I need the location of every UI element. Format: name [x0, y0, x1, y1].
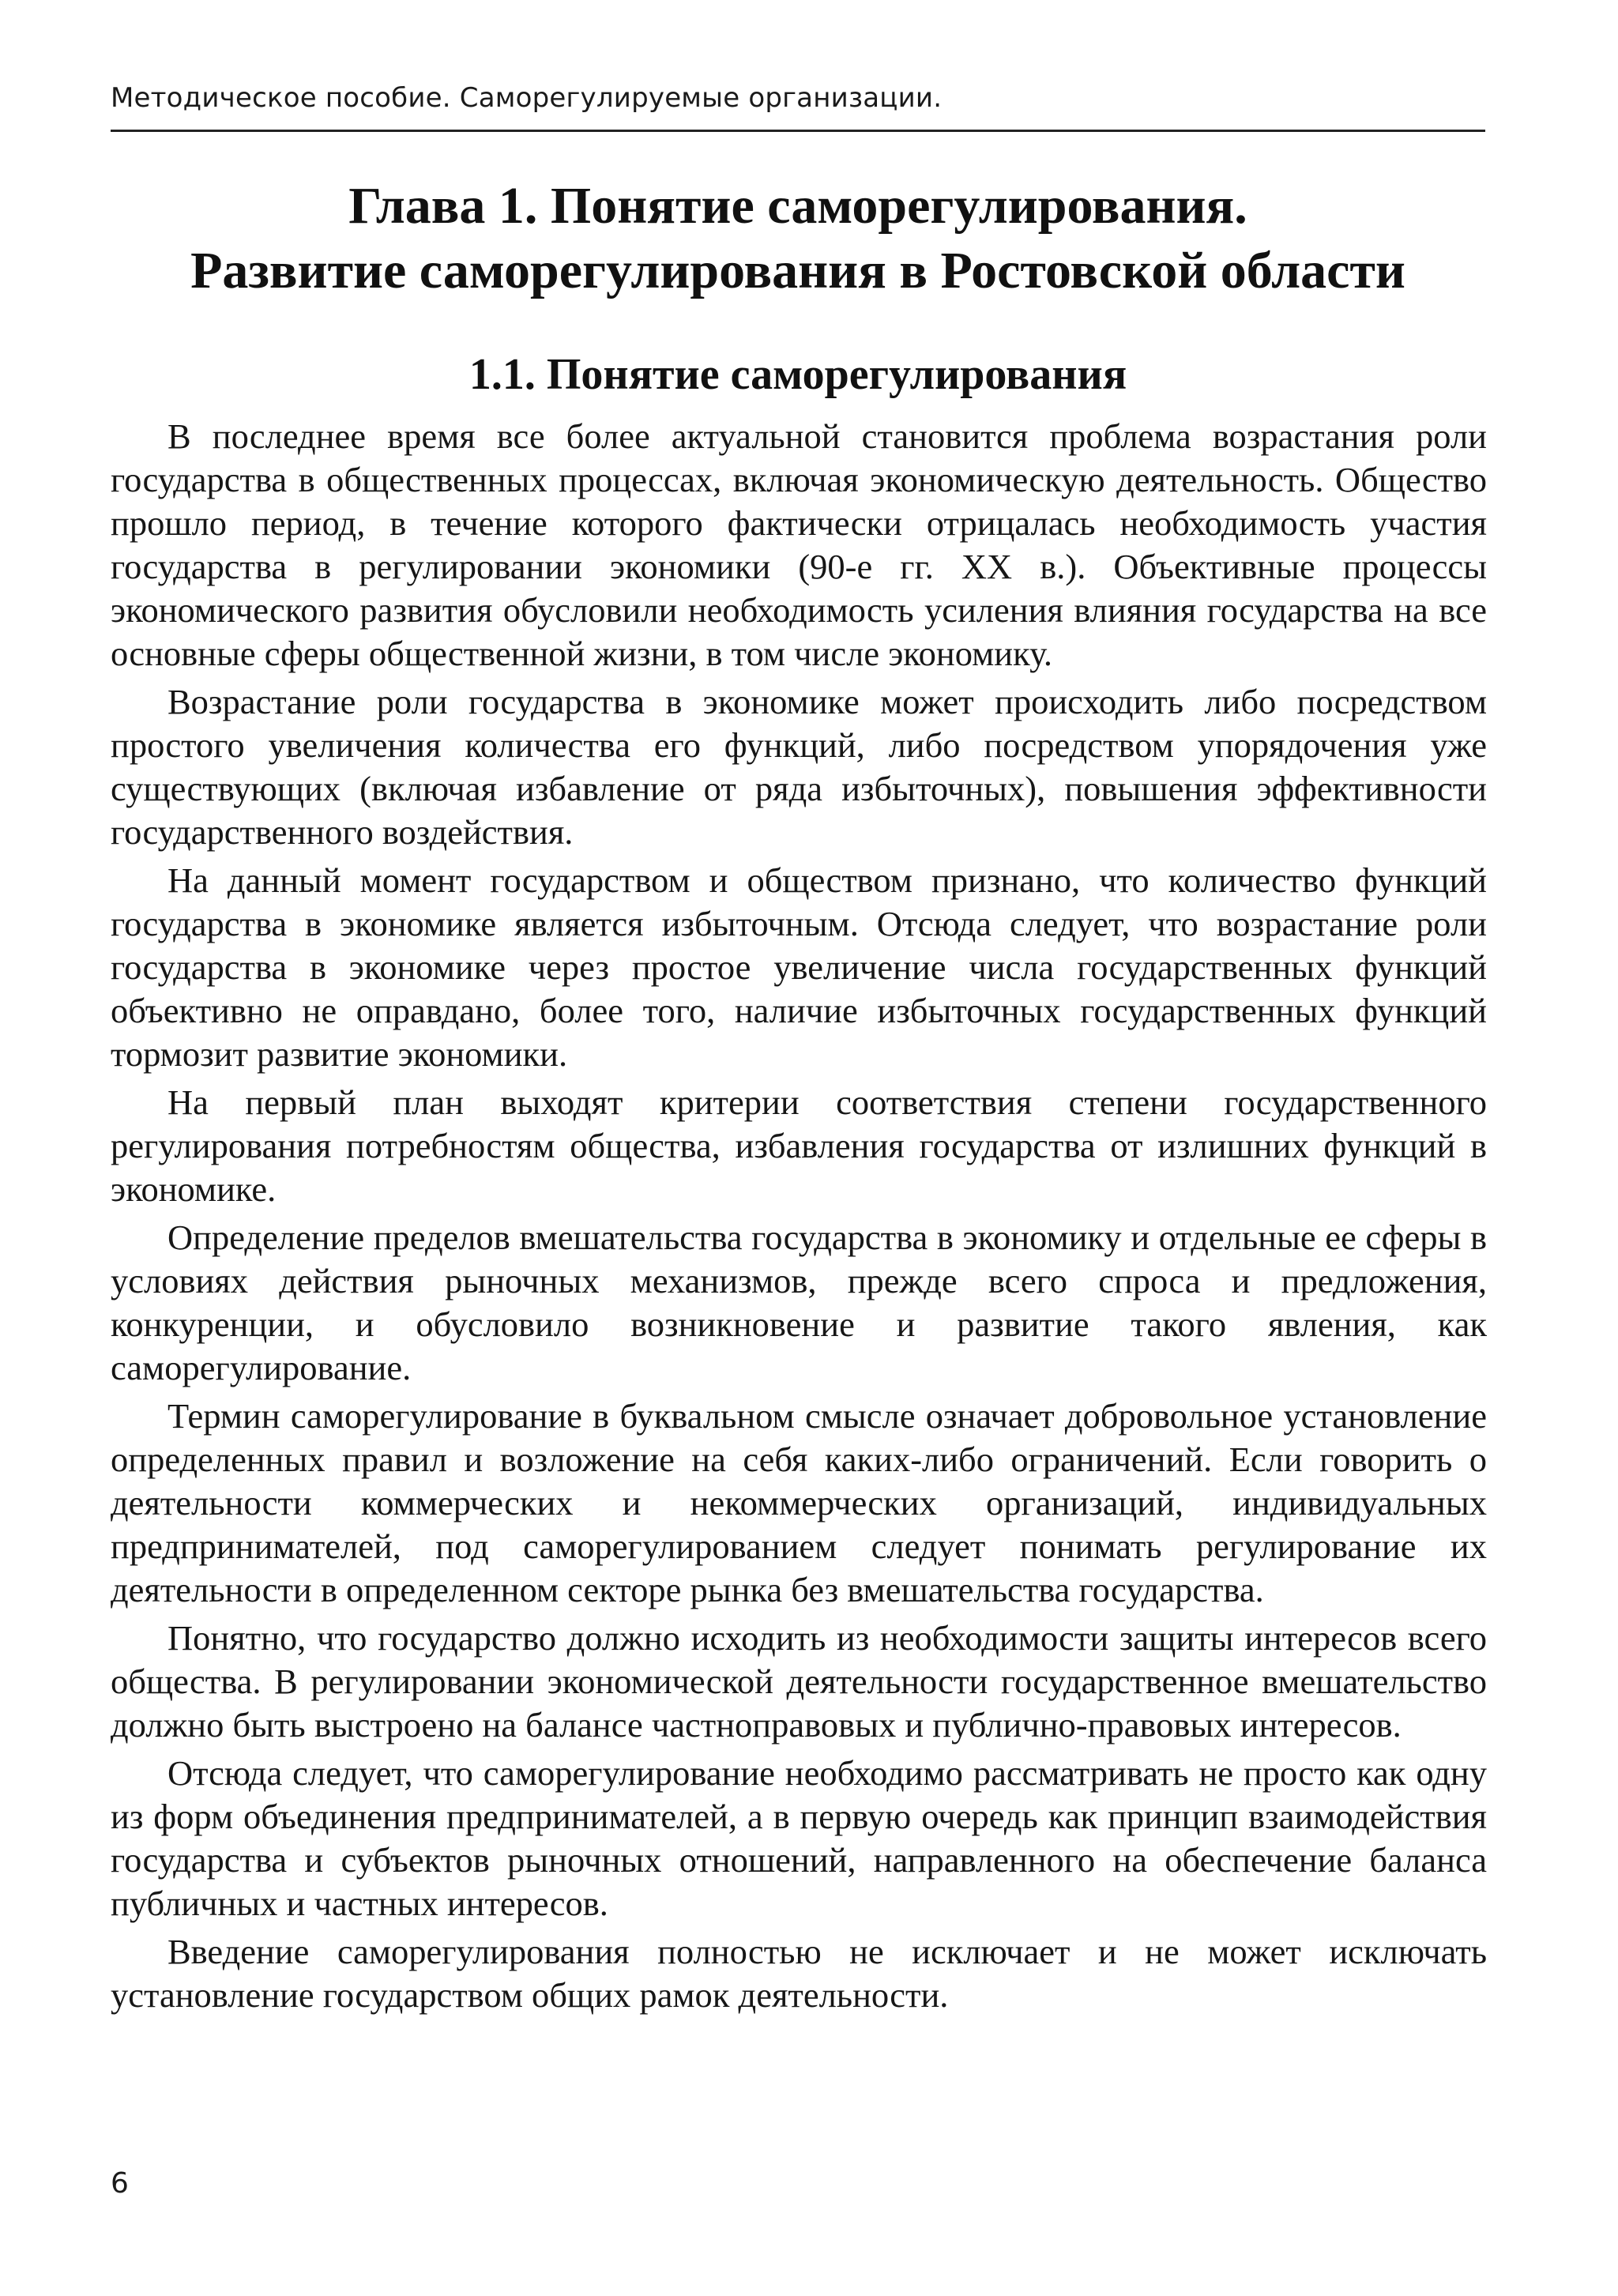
paragraph: На первый план выходят критерии соответствия степени государственного регулирования потребностям общества, избавления государства от излишних функций в экономике. [111, 1082, 1487, 1209]
paragraph: Отсюда следует, что саморегулирование необходимо рассматривать не просто как одну из форм объединения предпринимателей, а в первую очередь как принцип взаимодействия государства и субъектов рыночных отношений, направленного на обеспечение баланса публичных и частных интересов. [111, 1753, 1487, 1923]
chapter-title [111, 174, 1485, 303]
header-divider [111, 130, 1485, 132]
running-header: Методическое пособие. Саморегулируемые организации. [111, 82, 943, 114]
chapter-title-line-1: Глава 1. Понятие саморегулирования. [348, 177, 1247, 235]
body-text [111, 415, 1487, 2022]
paragraph: Понятно, что государство должно исходить из необходимости защиты интересов всего общества. В регулировании экономической деятельности государственное вмешательство должно быть выстроено на балансе частноправовых и публично-правовых интересов. [111, 1618, 1487, 1745]
paragraph: На данный момент государством и обществом признано, что количество функций государства в экономике является избыточным. Отсюда следует, что возрастание роли государства в экономике через простое увеличение числа государственных функций объективно не оправдано, более того, наличие избыточных государственных функций тормозит развитие экономики. [111, 860, 1487, 1074]
paragraph: Определение пределов вмешательства государства в экономику и отдельные ее сферы в условиях действия рыночных механизмов, прежде всего спроса и предложения, конкуренции, и обусловило возникновение и развитие такого явления, как саморегулирование. [111, 1218, 1487, 1387]
page-number: 6 [111, 2167, 129, 2200]
paragraph: Возрастание роли государства в экономике может происходить либо посредством простого увеличения количества его функций, либо посредством упорядочения уже существующих (включая избавление от ряда избыточных), повышения эффективности государственного воздействия. [111, 682, 1487, 852]
chapter-title-line-2: Развитие саморегулирования в Ростовской области [190, 242, 1405, 299]
section-title: 1.1. Понятие саморегулирования [468, 350, 1127, 399]
paragraph: Введение саморегулирования полностью не исключает и не может исключать установление государством общих рамок деятельности. [111, 1932, 1487, 2015]
paragraph: Термин саморегулирование в буквальном смысле означает добровольное установление определенных правил и возложение на себя каких-либо ограничений. Если говорить о деятельности коммерческих и некоммерческих организаций, индивидуальных предпринимателей, под саморегулированием следует понимать регулирование их деятельности в определенном секторе рынка без вмешательства государства. [111, 1396, 1487, 1609]
paragraph: В последнее время все более актуальной становится проблема возрастания роли государства в общественных процессах, включая экономическую деятельность. Общество прошло период, в течение которого фактически отрицалась необходимость участия государства в регулировании экономики (90-е гг. XX в.). Объективные процессы экономического развития обусловили необходимость усиления влияния государства на все основные сферы общественной жизни, в том числе экономику. [111, 416, 1487, 673]
